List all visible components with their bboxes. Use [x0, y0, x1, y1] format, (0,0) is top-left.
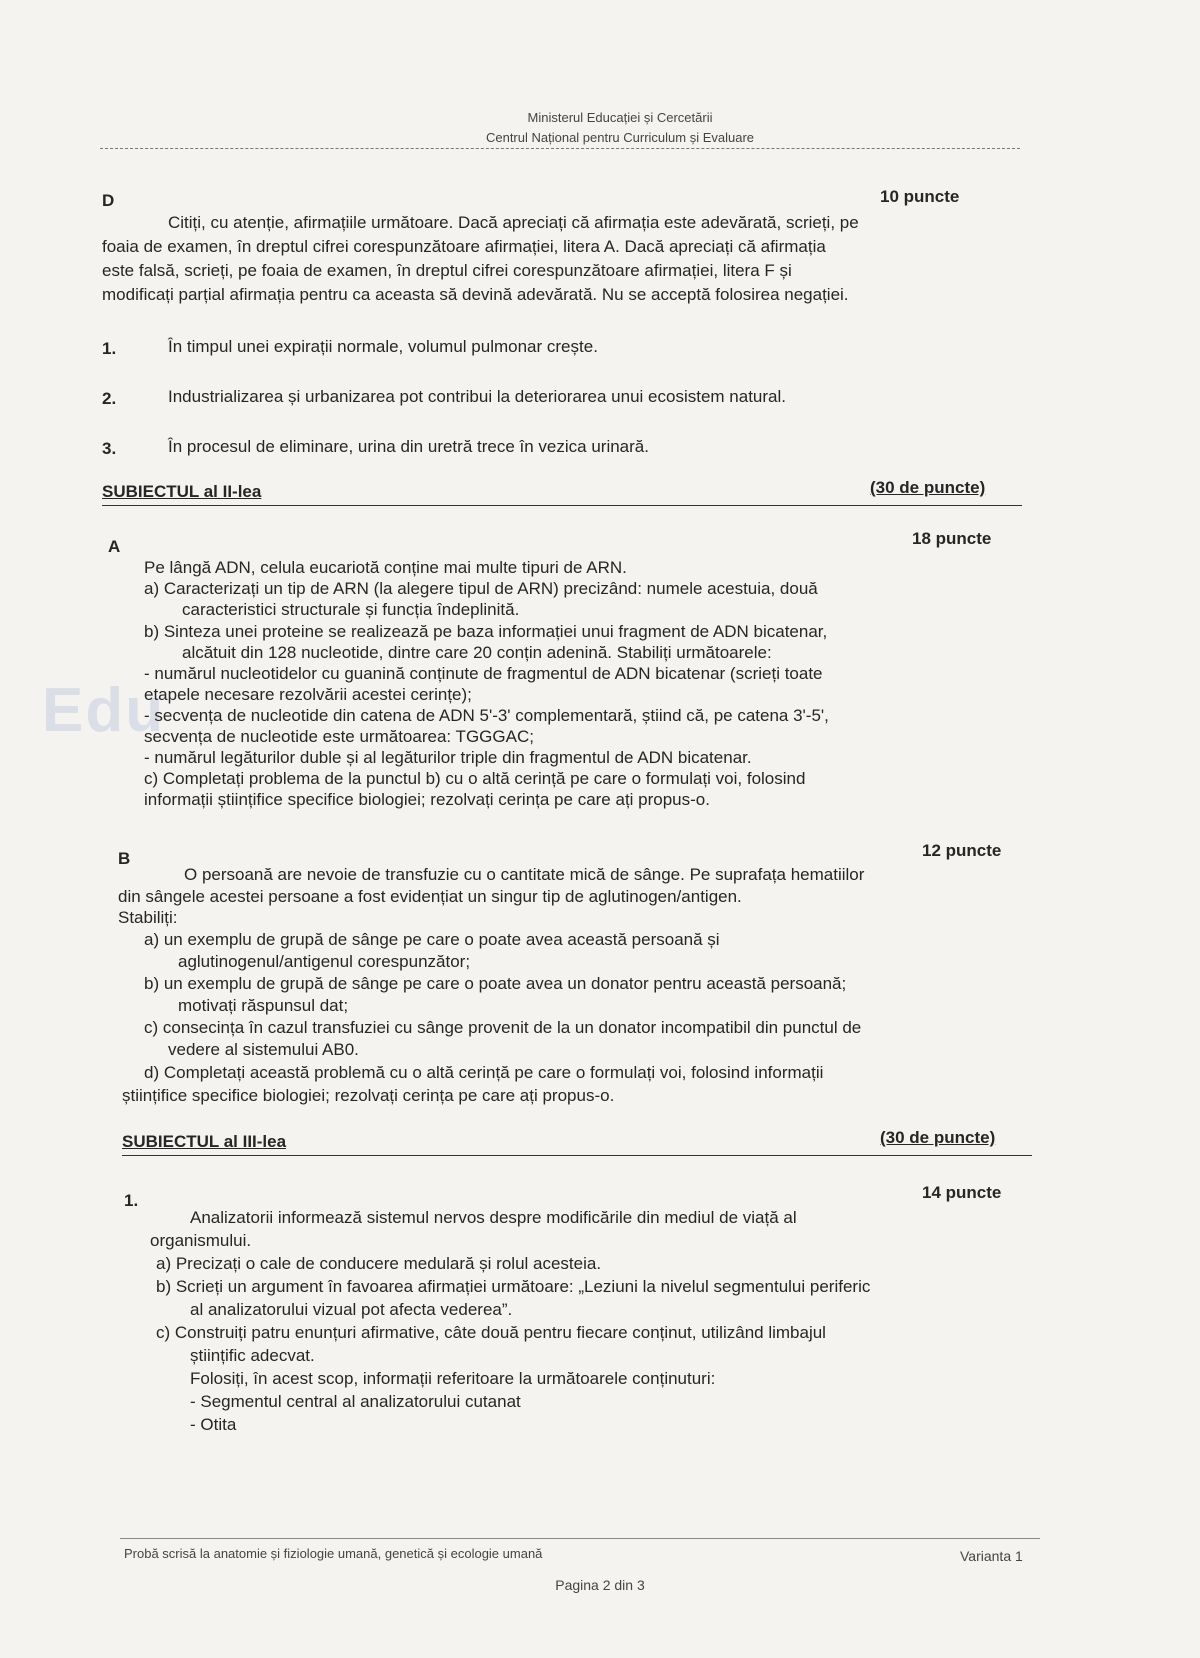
- footer-divider: [120, 1538, 1040, 1539]
- subject-2-a-line-3: caracteristici structurale și funcția îndeplinită.: [182, 600, 520, 619]
- subject-2-a-line-1: Pe lângă ADN, celula eucariotă conține mai multe tipuri de ARN.: [144, 558, 627, 577]
- section-d-item-3: În procesul de eliminare, urina din uretră trece în vezica urinară.: [168, 437, 649, 456]
- subject-2-b-line-11: științifice specifice biologiei; rezolvați cerința pe care ați propus-o.: [122, 1086, 615, 1105]
- subject-2-a-line-6: - numărul nucleotidelor cu guanină conținute de fragmentul de ADN bicatenar (scrieți toate: [144, 664, 823, 683]
- subject-2-a-points: 18 puncte: [912, 529, 992, 548]
- subject-2-b-line-4: a) un exemplu de grupă de sânge pe care o poate avea această persoană și: [144, 930, 720, 949]
- subject-3-line-7: științific adecvat.: [190, 1346, 315, 1365]
- subject-3-line-10: - Otita: [190, 1415, 237, 1434]
- section-d-points: 10 puncte: [880, 187, 960, 206]
- section-d-intro-2: foaia de examen, în dreptul cifrei corespunzătoare afirmației, litera A. Dacă apreciați că afirmația: [102, 237, 826, 256]
- footer-exam-name: Probă scrisă la anatomie și fiziologie umană, genetică și ecologie umană: [124, 1546, 543, 1561]
- subject-2-a-line-8: - secvența de nucleotide din catena de ADN 5'-3' complementară, știind că, pe catena 3'-5',: [144, 706, 829, 725]
- header-center: Centrul Național pentru Curriculum și Evaluare: [485, 130, 755, 145]
- subject-2-a-line-10: - numărul legăturilor duble și al legăturilor triple din fragmentul de ADN bicatenar.: [144, 748, 752, 767]
- subject-2-b-line-6: b) un exemplu de grupă de sânge pe care o poate avea un donator pentru această persoană;: [144, 974, 847, 993]
- section-d-letter: D: [102, 191, 115, 210]
- subject-2-b-line-2: din sângele acestei persoane a fost evidențiat un singur tip de aglutinogen/antigen.: [118, 887, 742, 906]
- subject-2-a-line-9: secvența de nucleotide este următoarea: TGGGAC;: [144, 727, 534, 746]
- subject-2-b-line-9: vedere al sistemului AB0.: [168, 1040, 359, 1059]
- section-d-item-3-num: 3.: [102, 439, 117, 458]
- subject-2-title: SUBIECTUL al II-lea: [102, 482, 262, 501]
- subject-2-a-line-7: etapele necesare rezolvării acestei cerințe);: [144, 685, 472, 704]
- subject-2-b-line-5: aglutinogenul/antigenul corespunzător;: [178, 952, 471, 971]
- subject-2-b-points: 12 puncte: [922, 841, 1002, 860]
- header-divider: [100, 148, 1020, 149]
- subject-3-line-4: b) Scrieți un argument în favoarea afirmației următoare: „Leziuni la nivelul segmentului periferic: [156, 1277, 871, 1296]
- subject-3-line-8: Folosiți, în acest scop, informații referitoare la următoarele conținuturi:: [190, 1369, 716, 1388]
- subject-3-rule: [122, 1155, 1032, 1156]
- subject-2-b-line-1: O persoană are nevoie de transfuzie cu o cantitate mică de sânge. Pe suprafața hematiilor: [184, 865, 865, 884]
- subject-3-line-5: al analizatorului vizual pot afecta vederea”.: [190, 1300, 513, 1319]
- subject-2-b-letter: B: [118, 849, 131, 868]
- subject-3-item-1-num: 1.: [124, 1191, 139, 1210]
- subject-3-title: SUBIECTUL al III-lea: [122, 1132, 287, 1151]
- subject-2-a-line-12: informații științifice specifice biologiei; rezolvați cerința pe care ați propus-o.: [144, 790, 710, 809]
- subject-3-line-3: a) Precizați o cale de conducere medulară și rolul acesteia.: [156, 1254, 602, 1273]
- subject-2-b-line-7: motivați răspunsul dat;: [178, 996, 349, 1015]
- subject-2-b-line-10: d) Completați această problemă cu o altă cerință pe care o formulați voi, folosind informații: [144, 1063, 824, 1082]
- subject-2-a-line-5: alcătuit din 128 nucleotide, dintre care 20 conțin adenină. Stabiliți următoarele:: [182, 643, 772, 662]
- subject-3-line-6: c) Construiți patru enunțuri afirmative, câte două pentru fiecare conținut, utilizând limbajul: [156, 1323, 826, 1342]
- subject-3-points: (30 de puncte): [880, 1128, 996, 1147]
- footer-page-number: Pagina 2 din 3: [555, 1577, 645, 1593]
- section-d-item-2: Industrializarea și urbanizarea pot contribui la deteriorarea unui ecosistem natural.: [168, 387, 787, 406]
- subject-2-a-line-2: a) Caracterizați un tip de ARN (la alegere tipul de ARN) precizând: numele acestuia, două: [144, 579, 818, 598]
- subject-2-b-line-8: c) consecința în cazul transfuziei cu sânge provenit de la un donator incompatibil din punctul de: [144, 1018, 862, 1037]
- section-d-intro-4: modificați parțial afirmația pentru ca aceasta să devină adevărată. Nu se acceptă folosirea negației.: [102, 285, 849, 304]
- subject-2-a-line-4: b) Sinteza unei proteine se realizează pe baza informației unui fragment de ADN bicatenar,: [144, 622, 828, 641]
- footer-variant: Varianta 1: [960, 1548, 1023, 1564]
- subject-3-item-1-points: 14 puncte: [922, 1183, 1002, 1202]
- subject-3-line-2: organismului.: [150, 1231, 252, 1250]
- subject-2-rule: [102, 505, 1022, 506]
- section-d-intro-1: Citiți, cu atenție, afirmațiile următoare. Dacă apreciați că afirmația este adevărată, scrieți, pe: [168, 213, 859, 232]
- subject-2-points: (30 de puncte): [870, 478, 986, 497]
- section-d-item-1: În timpul unei expirații normale, volumul pulmonar crește.: [168, 337, 598, 356]
- section-d-intro-3: este falsă, scrieți, pe foaia de examen, în dreptul cifrei corespunzătoare afirmației, litera F și: [102, 261, 792, 280]
- subject-2-a-line-11: c) Completați problema de la punctul b) cu o altă cerință pe care o formulați voi, folosind: [144, 769, 806, 788]
- subject-2-a-letter: A: [108, 537, 121, 556]
- section-d-item-2-num: 2.: [102, 389, 117, 408]
- subject-3-line-9: - Segmentul central al analizatorului cutanat: [190, 1392, 521, 1411]
- header-ministry: Ministerul Educației și Cercetării: [527, 110, 713, 125]
- section-d-item-1-num: 1.: [102, 339, 117, 358]
- watermark: Edu: [42, 676, 166, 745]
- subject-3-line-1: Analizatorii informează sistemul nervos despre modificările din mediul de viață al: [190, 1208, 797, 1227]
- subject-2-b-line-3: Stabiliți:: [118, 908, 178, 927]
